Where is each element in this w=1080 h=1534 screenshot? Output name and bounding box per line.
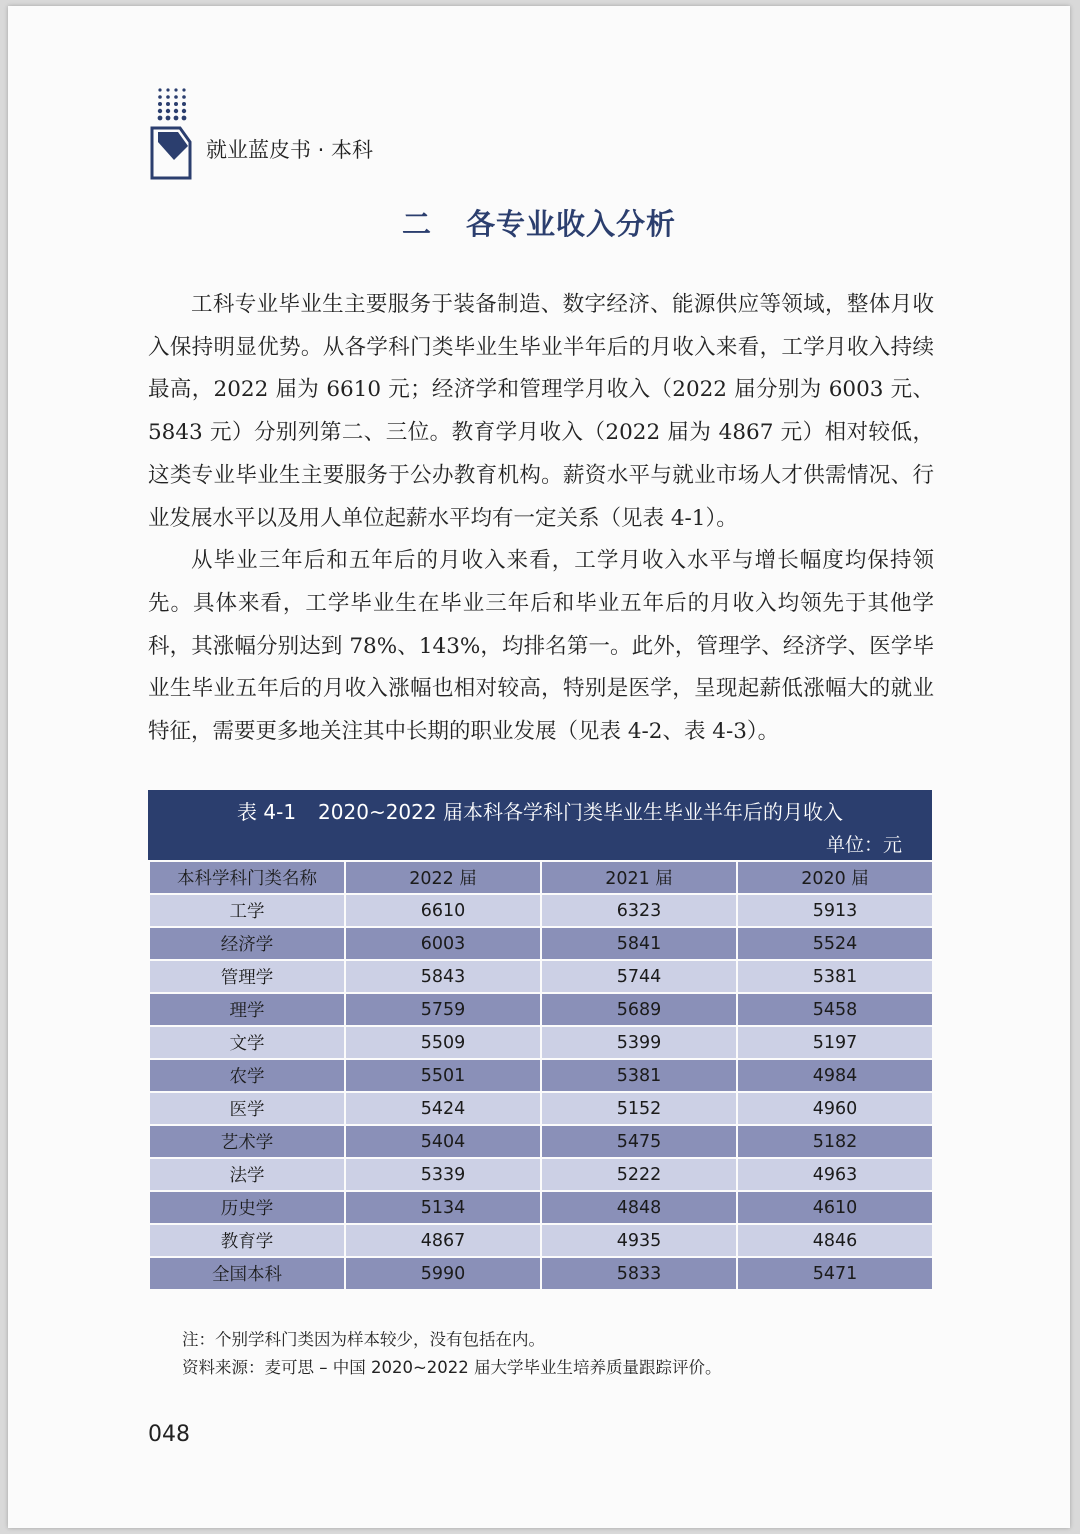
table-unit: 单位：元 [825, 834, 902, 856]
table-cell: 5339 [345, 1158, 541, 1191]
table-cell: 6003 [345, 927, 541, 960]
table-row [149, 894, 933, 927]
table-cell: 5424 [345, 1092, 541, 1125]
table-cell: 全国本科 [149, 1257, 345, 1290]
column-header: 2020 届 [737, 861, 933, 894]
table-cell: 4848 [541, 1191, 737, 1224]
book-title: 就业蓝皮书 · 本科 [206, 138, 374, 162]
table-cell: 4963 [737, 1158, 933, 1191]
table-cell: 5152 [541, 1092, 737, 1125]
table-row [149, 1059, 933, 1092]
table-cell: 5524 [737, 927, 933, 960]
table-header-bar [148, 790, 932, 860]
table-cell: 5913 [737, 894, 933, 927]
table-cell: 经济学 [149, 927, 345, 960]
table-row [149, 1257, 933, 1290]
table-cell: 5833 [541, 1257, 737, 1290]
income-table [148, 790, 932, 1291]
table-cell: 教育学 [149, 1224, 345, 1257]
body-text [148, 284, 934, 754]
table-cell: 5458 [737, 993, 933, 1026]
table-caption [148, 796, 932, 825]
table-row [149, 927, 933, 960]
column-header: 2021 届 [541, 861, 737, 894]
table-cell: 5381 [541, 1059, 737, 1092]
source-line: 资料来源：麦可思 – 中国 2020~2022 届大学毕业生培养质量跟踪评价。 [182, 1358, 722, 1377]
table-row [149, 1026, 933, 1059]
table-row [149, 960, 933, 993]
table-row [149, 1125, 933, 1158]
table-cell: 5841 [541, 927, 737, 960]
section-heading: 各专业收入分析 [466, 207, 677, 241]
page [8, 6, 1070, 1528]
table-label: 表 4-1 [237, 800, 297, 824]
column-header: 本科学科门类名称 [149, 861, 345, 894]
table-cell: 4960 [737, 1092, 933, 1125]
table-cell: 理学 [149, 993, 345, 1026]
table-cell: 5182 [737, 1125, 933, 1158]
table-cell: 农学 [149, 1059, 345, 1092]
table-cell: 5501 [345, 1059, 541, 1092]
table-cell: 6610 [345, 894, 541, 927]
table-cell: 5399 [541, 1026, 737, 1059]
table-cell: 5509 [345, 1026, 541, 1059]
table-cell: 5381 [737, 960, 933, 993]
paragraph: 从毕业三年后和五年后的月收入来看，工学月收入水平与增长幅度均保持领先。具体来看，工学毕业生在毕业三年后和毕业五年后的月收入均领先于其他学科，其涨幅分别达到 78%、143%，均排名第一。此外，管理学、经济学、医学毕业生毕业五年后的月收入涨幅也相对较高，特别是医学，呈现起薪低涨幅大的就业特征，需要更多地关注其中长期的职业发展（见表 4-2、表 4-3）。 [148, 548, 934, 745]
table-header-row [149, 861, 933, 894]
section-title [8, 202, 1070, 243]
table-cell: 5134 [345, 1191, 541, 1224]
table-cell: 5689 [541, 993, 737, 1026]
note-line: 注：个别学科门类因为样本较少，没有包括在内。 [182, 1330, 545, 1349]
table-cell: 5759 [345, 993, 541, 1026]
table-cell: 4935 [541, 1224, 737, 1257]
table-row [149, 1092, 933, 1125]
table-cell: 4846 [737, 1224, 933, 1257]
table-cell: 工学 [149, 894, 345, 927]
page-number: 048 [148, 1422, 190, 1447]
table-notes [182, 1326, 722, 1382]
table-cell: 法学 [149, 1158, 345, 1191]
table-cell: 5471 [737, 1257, 933, 1290]
table-cell: 管理学 [149, 960, 345, 993]
table-cell: 4984 [737, 1059, 933, 1092]
section-number: 二 [401, 207, 432, 241]
table-cell: 5475 [541, 1125, 737, 1158]
table-cell: 医学 [149, 1092, 345, 1125]
table-cell: 6323 [541, 894, 737, 927]
table-cell: 5404 [345, 1125, 541, 1158]
book-dots-logo-icon [148, 86, 196, 180]
table-title: 2020~2022 届本科各学科门类毕业生毕业半年后的月收入 [318, 800, 843, 824]
table-cell: 文学 [149, 1026, 345, 1059]
table-cell: 5843 [345, 960, 541, 993]
table-cell: 5744 [541, 960, 737, 993]
table-cell: 5990 [345, 1257, 541, 1290]
table-row [149, 1191, 933, 1224]
data-table [148, 860, 934, 1291]
table-cell: 4610 [737, 1191, 933, 1224]
table-cell: 5222 [541, 1158, 737, 1191]
table-cell: 历史学 [149, 1191, 345, 1224]
table-row [149, 1158, 933, 1191]
table-cell: 5197 [737, 1026, 933, 1059]
column-header: 2022 届 [345, 861, 541, 894]
paragraph: 工科专业毕业生主要服务于装备制造、数字经济、能源供应等领域，整体月收入保持明显优势。从各学科门类毕业生毕业半年后的月收入来看，工学月收入持续最高，2022 届为 6610 元；经济学和管理学月收入（2022 届分别为 6003 元、5843 元）分别列第二、三位。教育学月收入（2022 届为 4867 元）相对较低，这类专业毕业生主要服务于公办教育机构。薪资水平与就业市场人才供需情况、行业发展水平以及用人单位起薪水平均有一定关系（见表 4-1）。 [148, 292, 934, 531]
table-row [149, 993, 933, 1026]
table-row [149, 1224, 933, 1257]
table-cell: 4867 [345, 1224, 541, 1257]
table-cell: 艺术学 [149, 1125, 345, 1158]
